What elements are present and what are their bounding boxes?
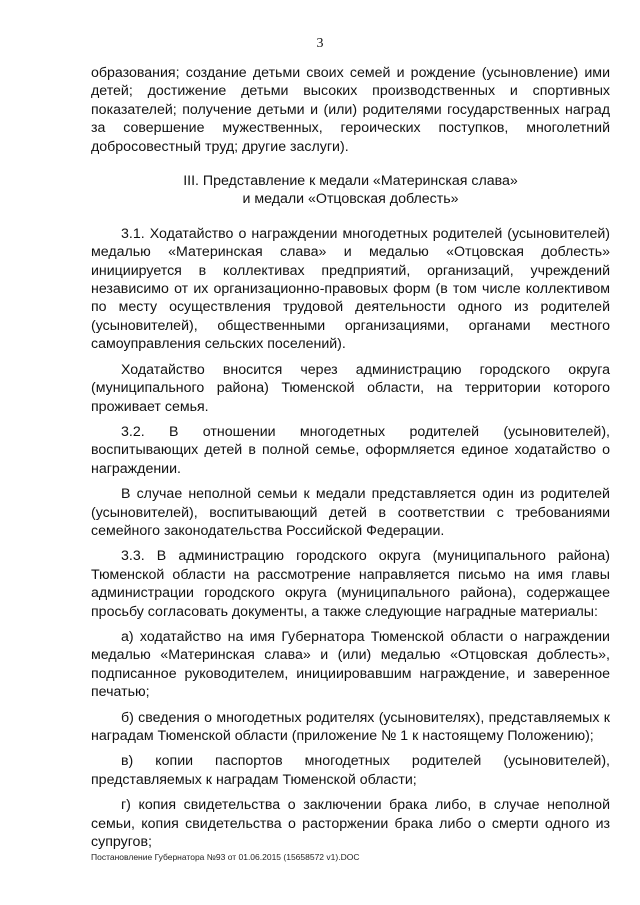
paragraph-3-1: 3.1. Ходатайство о награждении многодетных родителей (усыновителей) медалью «Материнская слава» и медалью «Отцовская доблесть» инициируется в коллективах предприятий, организаций, учреждений независимо от их организационно-правовых форм (в том числе коллективом по месту осуществления трудовой деятельности одного из родителей (усыновителей), общественными организациями, органами местного самоуправления сельских поселений). <box>91 225 610 353</box>
paragraph-3-3: 3.3. В администрацию городского округа (муниципального района) Тюменской области на рассмотрение направляется письмо на имя главы администрации городского округа (муниципального района), содержащее просьбу согласовать документы, а также следующие наградные материалы: <box>91 548 610 620</box>
section-title-line-1: III. Представление к медали «Материнская слава» <box>183 173 518 190</box>
document-body <box>91 64 610 851</box>
list-item-b: б) сведения о многодетных родителях (усыновителях), представляемых к наградам Тюменской области (приложение № 1 к настоящему Положению); <box>91 709 610 744</box>
list-item-g: г) копия свидетельства о заключении брака либо, в случае неполной семьи, копия свидетельства о расторжении брака либо о смерти одного из супругов; <box>91 797 610 851</box>
paragraph-submission: Ходатайство вносится через администрацию городского округа (муниципального района) Тюменской области, на территории которого проживает семья. <box>91 361 610 415</box>
paragraph-continuation: образования; создание детьми своих семей и рождение (усыновление) ими детей; достижение детьми высоких производственных и спортивных показателей; получение детьми и (или) родителями государственных наград за совершение мужественных, героических поступков, многолетний добросовестный труд; другие заслуги). <box>91 65 610 155</box>
paragraph-single-parent: В случае неполной семьи к медали представляется один из родителей (усыновителей), воспитывающий детей в соответствии с требованиями семейного законодательства Российской Федерации. <box>91 486 610 539</box>
paragraph-3-2: 3.2. В отношении многодетных родителей (усыновителей), воспитывающих детей в полной семье, оформляется единое ходатайство о награждении. <box>91 423 610 477</box>
document-footer: Постановление Губернатора №93 от 01.06.2015 (15658572 v1).DOC <box>91 852 360 862</box>
list-item-v: в) копии паспортов многодетных родителей (усыновителей), представляемых к наградам Тюменской области; <box>91 753 610 788</box>
section-title <box>91 172 610 209</box>
page-number: 3 <box>316 36 324 51</box>
section-title-line-2: и медали «Отцовская доблесть» <box>242 191 459 208</box>
list-item-a: а) ходатайство на имя Губернатора Тюменской области о награждении медалью «Материнская слава» и (или) медалью «Отцовская доблесть», подписанное руководителем, инициировавшим награждение, и заверенное печатью; <box>91 628 610 701</box>
